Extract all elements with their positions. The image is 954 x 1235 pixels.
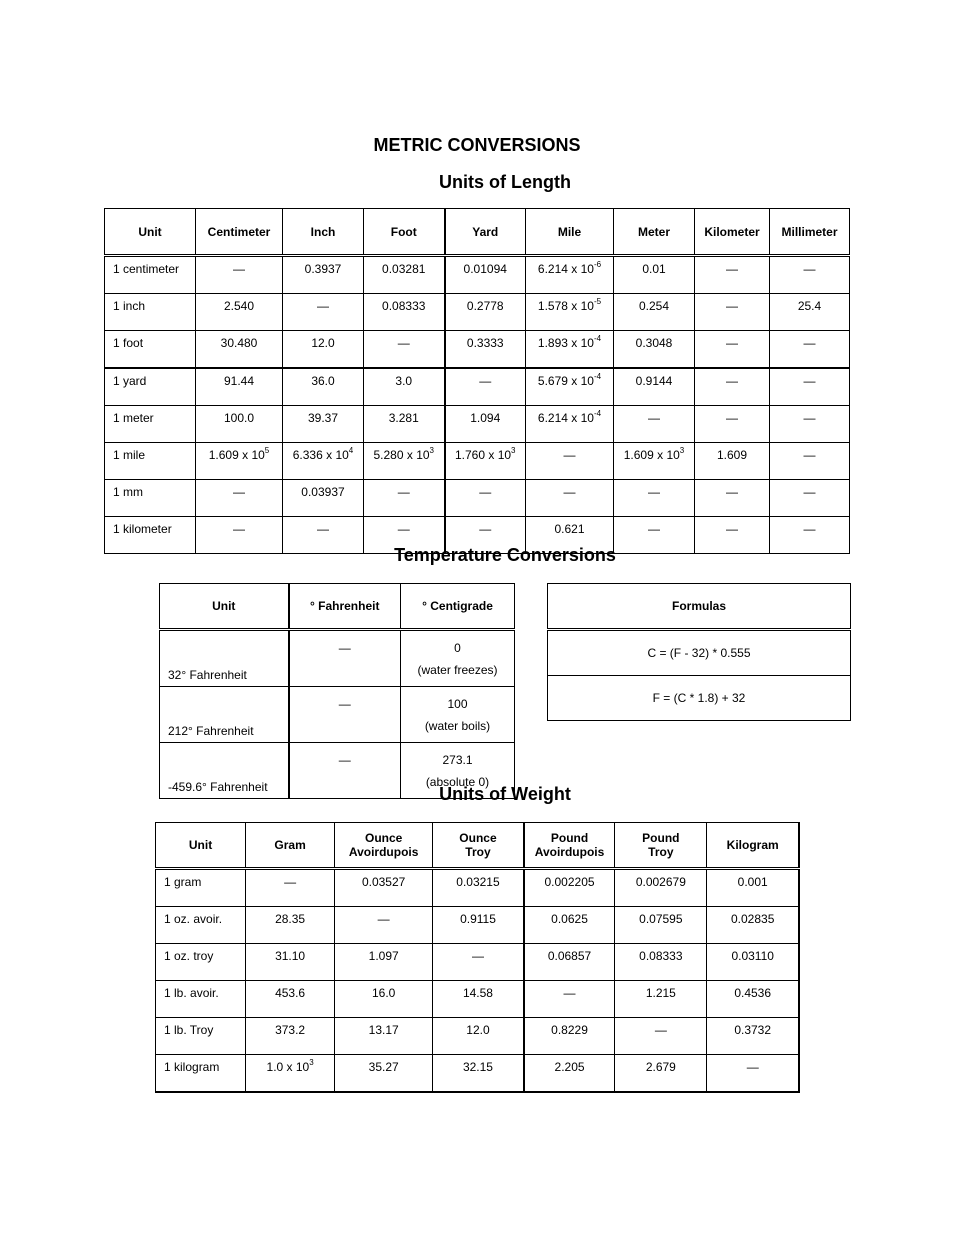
table-cell: 1.609 x $10^3$ [614, 443, 695, 480]
table-row [105, 443, 850, 480]
row-label: 1 yard [105, 368, 196, 406]
table-cell: 0.002679 [615, 869, 707, 907]
table-cell: — [614, 406, 695, 443]
table-row [156, 1055, 800, 1093]
table-row [156, 1018, 800, 1055]
table-row [105, 368, 850, 406]
table-cell: 0.001 [707, 869, 799, 907]
table-row [105, 480, 850, 517]
table-cell: — [695, 256, 770, 294]
table-cell [401, 687, 515, 743]
length-header-unit: Unit [105, 209, 196, 256]
length-header-inch: Inch [283, 209, 364, 256]
table-cell: 91.44 [196, 368, 283, 406]
table-cell: — [283, 294, 364, 331]
table-cell: 39.37 [283, 406, 364, 443]
weight-table [155, 822, 800, 1093]
formula-f: F = (C * 1.8) + 32 [548, 676, 851, 721]
table-cell: 0.03110 [707, 944, 799, 981]
table-row [160, 687, 515, 743]
table-cell: 13.17 [335, 1018, 433, 1055]
weight-header-pound-avoirdupois: Pound Avoirdupois [524, 823, 615, 869]
weight-heading: Units of Weight [439, 784, 571, 804]
table-cell: 35.27 [335, 1055, 433, 1093]
weight-header-pound-troy: Pound Troy [615, 823, 707, 869]
table-cell: 0.254 [614, 294, 695, 331]
table-cell: — [614, 517, 695, 554]
table-cell: 0.02835 [707, 907, 799, 944]
length-heading: Units of Length [439, 172, 571, 192]
length-header-kilometer: Kilometer [695, 209, 770, 256]
weight-header-ounce-troy: Ounce Troy [433, 823, 524, 869]
table-cell: 373.2 [246, 1018, 335, 1055]
weight-header-kilogram: Kilogram [707, 823, 799, 869]
table-row [105, 294, 850, 331]
table-cell: 0.002205 [524, 869, 615, 907]
table-cell: 100.0 [196, 406, 283, 443]
table-cell: — [335, 907, 433, 944]
table-cell: 0.03527 [335, 869, 433, 907]
table-cell: 25.4 [770, 294, 850, 331]
formulas-header: Formulas [548, 584, 851, 630]
table-cell: 1.760 x $10^3$ [445, 443, 526, 480]
table-cell: 0.06857 [524, 944, 615, 981]
row-label: 1 centimeter [105, 256, 196, 294]
table-cell: — [770, 443, 850, 480]
table-cell: 12.0 [433, 1018, 524, 1055]
table-cell: 12.0 [283, 331, 364, 369]
table-cell: — [695, 331, 770, 369]
centigrade-note: (water boils) [424, 718, 491, 733]
table-cell: 0.08333 [364, 294, 445, 331]
table-cell: — [289, 743, 401, 799]
centigrade-value: 0 [454, 640, 461, 655]
table-row [105, 406, 850, 443]
table-cell: 0.01094 [445, 256, 526, 294]
table-cell: — [695, 480, 770, 517]
formulas-table [547, 583, 851, 721]
temperature-table [159, 583, 515, 799]
table-cell: 0.03281 [364, 256, 445, 294]
table-cell: 0.07595 [615, 907, 707, 944]
row-label: 1 meter [105, 406, 196, 443]
table-cell: 1.893 x $10^{-4}$ [526, 331, 614, 369]
table-cell: 31.10 [246, 944, 335, 981]
weight-header-ounce-avoirdupois: Ounce Avoirdupois [335, 823, 433, 869]
table-cell: 6.214 x $10^{-4}$ [526, 406, 614, 443]
weight-header-gram: Gram [246, 823, 335, 869]
table-cell: 28.35 [246, 907, 335, 944]
table-cell: — [614, 480, 695, 517]
row-label: 212° Fahrenheit [160, 687, 289, 743]
table-cell: — [695, 294, 770, 331]
table-cell: 30.480 [196, 331, 283, 369]
weight-header-unit: Unit [156, 823, 246, 869]
table-cell: 453.6 [246, 981, 335, 1018]
temperature-heading: Temperature Conversions [394, 545, 616, 565]
table-cell [401, 630, 515, 687]
row-label: 1 kilogram [156, 1055, 246, 1093]
table-cell: 0.01 [614, 256, 695, 294]
row-label: -459.6° Fahrenheit [160, 743, 289, 799]
table-row [160, 630, 515, 687]
length-table [104, 208, 850, 554]
row-label: 1 inch [105, 294, 196, 331]
table-cell: — [364, 517, 445, 554]
table-row [105, 331, 850, 369]
table-cell: — [526, 443, 614, 480]
length-header-foot: Foot [364, 209, 445, 256]
table-cell: 1.215 [615, 981, 707, 1018]
table-row [105, 256, 850, 294]
table-cell: 0.3937 [283, 256, 364, 294]
table-cell: 0.2778 [445, 294, 526, 331]
table-cell: — [770, 480, 850, 517]
page-title: METRIC CONVERSIONS [373, 135, 581, 155]
table-row [156, 869, 800, 907]
table-cell: 3.281 [364, 406, 445, 443]
table-cell: 0.0625 [524, 907, 615, 944]
row-label: 32° Fahrenheit [160, 630, 289, 687]
table-cell: — [707, 1055, 799, 1093]
table-cell: 6.214 x $10^{-6}$ [526, 256, 614, 294]
table-cell: — [770, 256, 850, 294]
table-cell: — [433, 944, 524, 981]
table-cell: — [364, 331, 445, 369]
table-cell: 0.9115 [433, 907, 524, 944]
temp-header-unit: Unit [160, 584, 289, 630]
table-cell: — [445, 517, 526, 554]
table-cell: 0.3732 [707, 1018, 799, 1055]
table-cell: 16.0 [335, 981, 433, 1018]
table-cell: 2.540 [196, 294, 283, 331]
table-cell: — [283, 517, 364, 554]
table-cell: — [246, 869, 335, 907]
row-label: 1 gram [156, 869, 246, 907]
table-cell: 0.9144 [614, 368, 695, 406]
table-cell: 1.609 [695, 443, 770, 480]
table-cell: — [695, 517, 770, 554]
centigrade-note: (absolute 0) [425, 774, 490, 789]
table-cell: 0.3333 [445, 331, 526, 369]
table-cell: — [445, 368, 526, 406]
length-header-centimeter: Centimeter [196, 209, 283, 256]
table-cell: 0.4536 [707, 981, 799, 1018]
table-cell: — [364, 480, 445, 517]
centigrade-value: 273.1 [442, 752, 473, 767]
table-cell: — [615, 1018, 707, 1055]
table-cell: — [445, 480, 526, 517]
table-cell: 6.336 x $10^4$ [283, 443, 364, 480]
table-cell: 0.08333 [615, 944, 707, 981]
table-cell: 0.3048 [614, 331, 695, 369]
table-cell: — [196, 480, 283, 517]
table-cell: — [289, 630, 401, 687]
table-cell: 36.0 [283, 368, 364, 406]
table-cell: — [526, 480, 614, 517]
row-label: 1 oz. troy [156, 944, 246, 981]
row-label: 1 kilometer [105, 517, 196, 554]
temp-header-centigrade: ° Centigrade [401, 584, 515, 630]
row-label: 1 foot [105, 331, 196, 369]
length-header-meter: Meter [614, 209, 695, 256]
table-cell: — [770, 368, 850, 406]
table-cell: — [196, 517, 283, 554]
table-cell: — [289, 687, 401, 743]
row-label: 1 mm [105, 480, 196, 517]
table-cell: 0.621 [526, 517, 614, 554]
row-label: 1 oz. avoir. [156, 907, 246, 944]
table-cell: — [524, 981, 615, 1018]
row-label: 1 lb. Troy [156, 1018, 246, 1055]
row-label: 1 mile [105, 443, 196, 480]
table-cell: 0.03215 [433, 869, 524, 907]
length-header-mile: Mile [526, 209, 614, 256]
table-cell: — [196, 256, 283, 294]
table-cell: — [695, 368, 770, 406]
table-cell: 2.679 [615, 1055, 707, 1093]
table-cell: — [770, 517, 850, 554]
formula-c: C = (F - 32) * 0.555 [548, 630, 851, 676]
table-cell: — [770, 331, 850, 369]
table-cell: 3.0 [364, 368, 445, 406]
temp-header-fahrenheit: ° Fahrenheit [289, 584, 401, 630]
table-cell: 0.03937 [283, 480, 364, 517]
length-header-yard: Yard [445, 209, 526, 256]
table-cell: 1.0 x $10^3$ [246, 1055, 335, 1093]
table-row [156, 981, 800, 1018]
table-cell: — [770, 406, 850, 443]
table-cell: 5.679 x $10^{-4}$ [526, 368, 614, 406]
table-cell: 32.15 [433, 1055, 524, 1093]
table-cell: 1.094 [445, 406, 526, 443]
row-label: 1 lb. avoir. [156, 981, 246, 1018]
length-header-millimeter: Millimeter [770, 209, 850, 256]
table-cell: 5.280 x $10^3$ [364, 443, 445, 480]
table-row [156, 944, 800, 981]
table-cell: — [695, 406, 770, 443]
centigrade-value: 100 [447, 696, 468, 711]
table-row [156, 907, 800, 944]
centigrade-note: (water freezes) [417, 662, 498, 677]
table-cell: 1.609 x $10^5$ [196, 443, 283, 480]
table-cell: 1.578 x $10^{-5}$ [526, 294, 614, 331]
table-cell: 1.097 [335, 944, 433, 981]
table-cell: 2.205 [524, 1055, 615, 1093]
table-cell: 14.58 [433, 981, 524, 1018]
table-cell: 0.8229 [524, 1018, 615, 1055]
